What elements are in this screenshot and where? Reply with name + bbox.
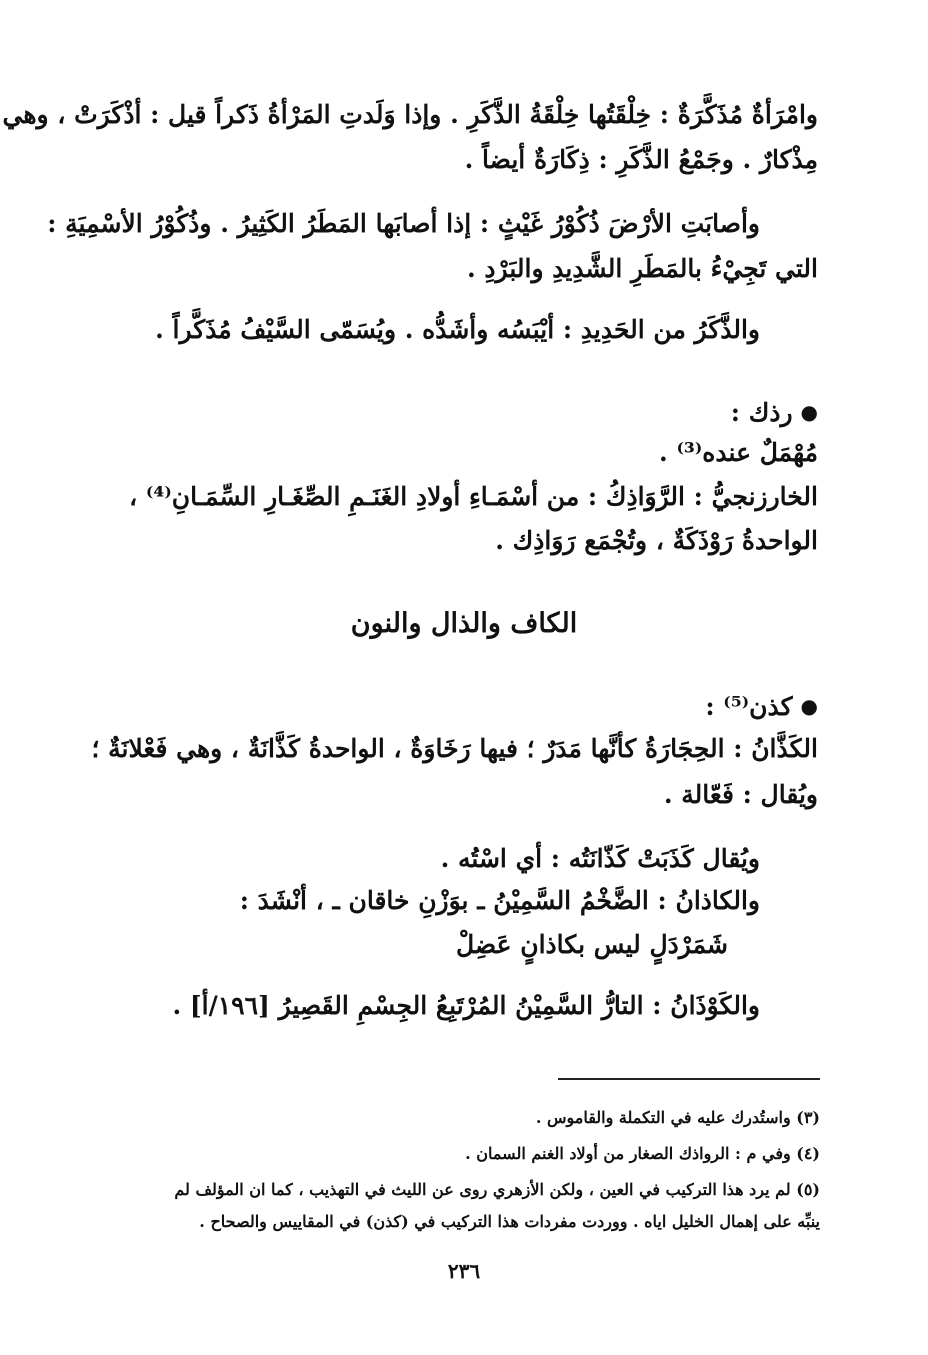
- bullet-icon: [793, 398, 818, 427]
- footnote-divider: [558, 1078, 820, 1080]
- text-line: مُهْمَلٌ عنده⁽³⁾ .: [659, 438, 818, 467]
- footnote: ينبِّه على إهمال الخليل اياه . ووردت مفردات هذا التركيب في (كذن) في المقاييس والصحاح .: [199, 1212, 820, 1231]
- text-line: وأصابَتِ الأرْضَ ذُكُوْرُ غَيْثٍ : إذا أصابَها المَطَرُ الكَثِيرُ . وذُكُوْرُ الأسْمِيَةِ :: [47, 209, 760, 238]
- text-line: وامْرَأةٌ مُذَكَّرَةٌ : خِلْقَتُها خِلْقَةُ الذَّكَرِ . وإذا وَلَدتِ المَرْأةُ ذَكراً قيل : أذْكَرَتْ ، وهي: [2, 100, 818, 129]
- text-line: ويُقال كَذَبَتْ كَذّانَتُه : أي اسْتُه .: [440, 844, 760, 873]
- footnote: (٣) واستُدرك عليه في التكملة والقاموس .: [535, 1108, 820, 1127]
- text-line: الخارزنجيُّ : الرَّوَاذِكُ : من أسْمَـاءِ أولادِ الغَنَـمِ الصِّغَـارِ السِّمَـانِ⁽⁴⁾ ،: [129, 482, 818, 511]
- entry-head-label: رذك :: [730, 398, 793, 427]
- text-line: الواحدةُ رَوْذَكَةٌ ، وتُجْمَع رَوَاذِك .: [495, 526, 818, 555]
- text-line: والكاذانُ : الضَّخْمُ السَّمِيْنُ ـ بوَزْنِ خاقان ـ ، أنْشَدَ :: [239, 886, 760, 915]
- bullet-icon: [793, 692, 818, 721]
- entry-head-kdhn: [80, 687, 818, 726]
- entry-head-rdhk: [80, 393, 818, 432]
- verse-line: شَمَرْدَلٍ ليس بكاذانٍ عَضِلْ: [456, 930, 728, 959]
- entry-head-label: كذن⁽⁵⁾ :: [705, 692, 793, 721]
- text-line: والكَوْذَانُ : التارُّ السَّمِيْنُ المُرْتَبِعُ الجِسْمِ القَصِيرُ [١٩٦/أ] .: [172, 991, 760, 1020]
- text-line: التي تَجِيْءُ بالمَطَرِ الشَّدِيدِ والبَرْدِ .: [467, 254, 818, 283]
- text-line: ويُقال : فَعّالة .: [663, 780, 818, 809]
- text-line: الكَذَّانُ : الحِجَارَةُ كأنَّها مَدَرٌ ؛ فيها رَخَاوَةٌ ، الواحدةُ كَذَّانَةٌ ، وهي فَعْلانَةٌ ؛: [91, 734, 818, 763]
- page-number: ٢٣٦: [447, 1259, 481, 1283]
- text-line: مِذْكارٌ . وجَمْعُ الذَّكَرِ : ذِكَارَةٌ أيضاً .: [464, 145, 818, 174]
- text-line: والذَّكَرُ من الحَدِيدِ : أيْبَسُه وأشَدُّه . ويُسَمّى السَّيْفُ مُذَكَّراً .: [155, 315, 760, 344]
- footnote: (٤) وفي م : الرواذك الصغار من أولاد الغنم السمان .: [465, 1144, 820, 1163]
- section-heading: الكاف والذال والنون: [350, 608, 578, 639]
- footnote: (٥) لم يرد هذا التركيب في العين ، ولكن الأزهري روى عن الليث في التهذيب ، كما ان المؤلف لم: [174, 1180, 820, 1199]
